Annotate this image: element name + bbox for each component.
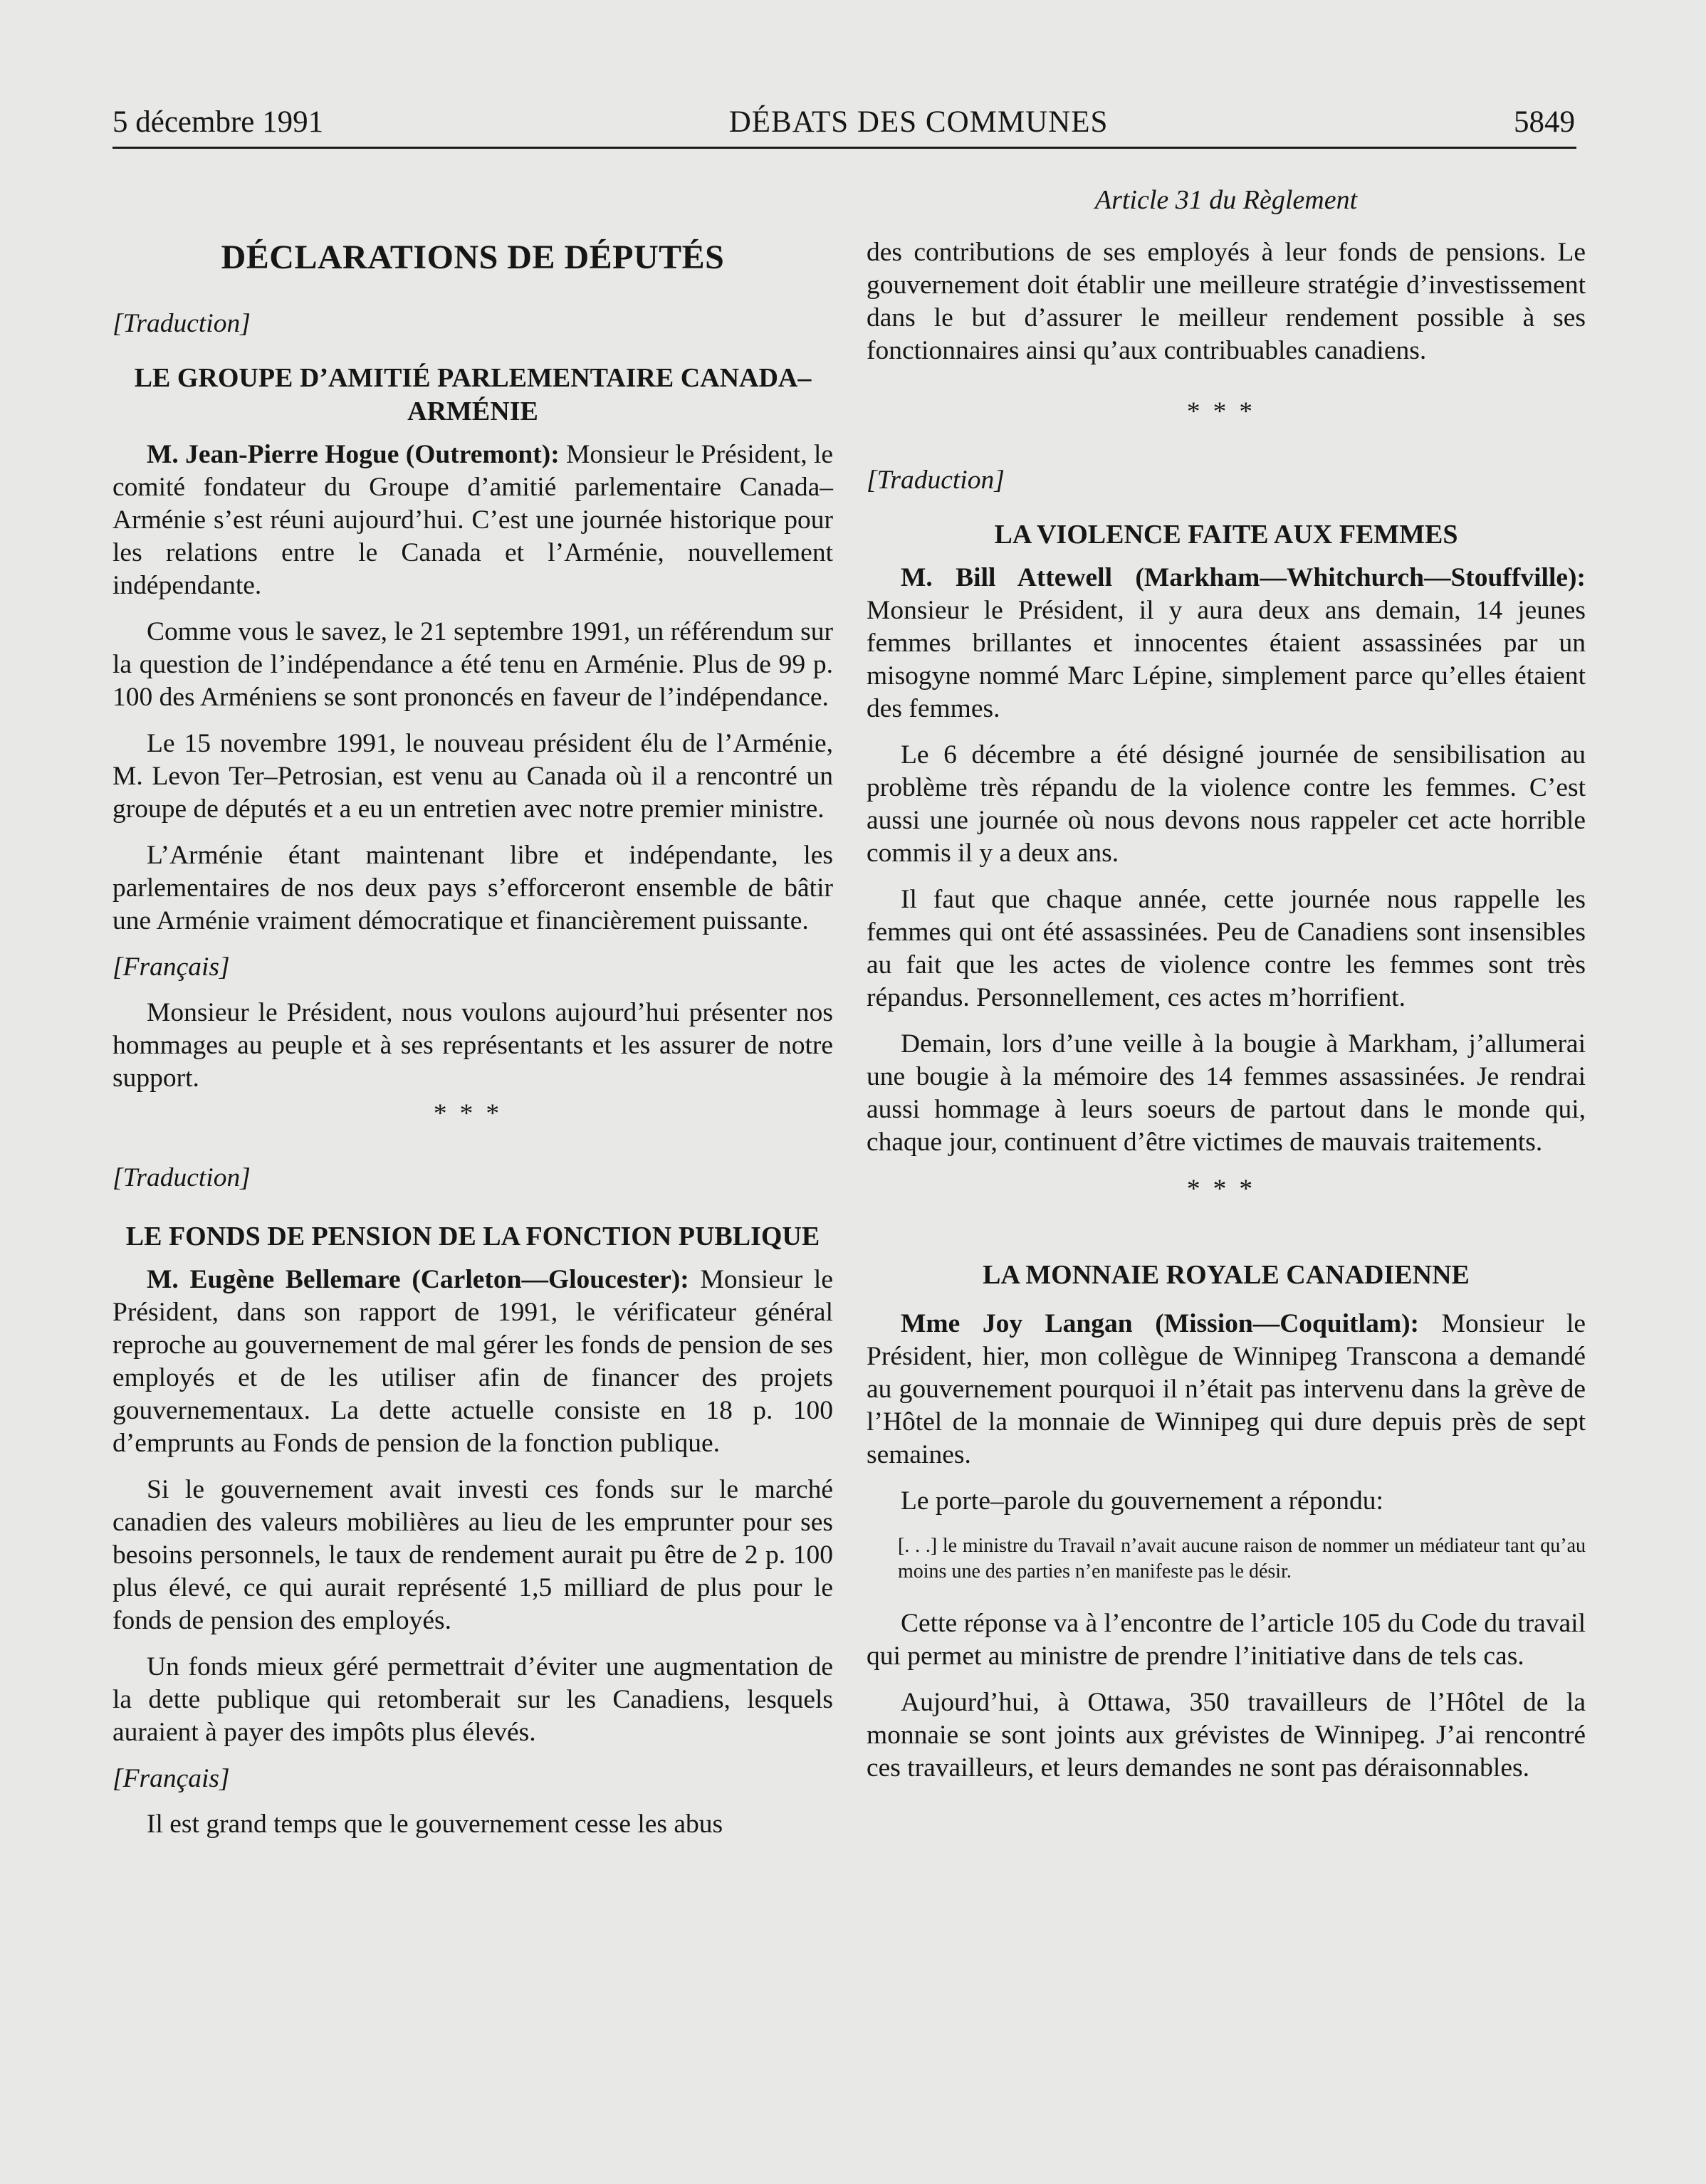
section-separator: *** (433, 1099, 513, 1128)
left-column (112, 184, 833, 1854)
statement-heading: LA MONNAIE ROYALE CANADIENNE (983, 1260, 1470, 1290)
statement-paragraph: Le 15 novembre 1991, le nouveau président élu de l’Arménie, M. Levon Ter–Petrosian, est venu au Canada où il a rencontré un groupe de députés et a eu un entretien avec notre premier ministre. (112, 729, 833, 824)
header-rule (112, 147, 1576, 149)
statement-paragraph: Le 6 décembre a été désigné journée de sensibilisation au problème très répandu de la violence contre les femmes. C’est aussi une journée où nous devons nous rappeler cet acte horrible commis il y a deux ans. (867, 740, 1586, 868)
statement-paragraph: Demain, lors d’une veille à la bougie à Markham, j’allumerai une bougie à la mémoire des 14 femmes assassinées. Je rendrai aussi hommage à leurs soeurs de partout dans le monde qui, chaque jour, continuent d’être victimes de mauvais traitements. (867, 1029, 1586, 1157)
speaker-name: Mme Joy Langan (Mission—Coquitlam): (901, 1309, 1420, 1338)
statement-heading: LE FONDS DE PENSION DE LA FONCTION PUBLIQUE (125, 1222, 820, 1251)
language-tag: [Traduction] (112, 309, 251, 338)
speaker-name: M. Jean-Pierre Hogue (Outremont): (147, 440, 560, 469)
paragraph-text: Monsieur le Président, hier, mon collègue de Winnipeg Transcona a demandé au gouvernement pourquoi il n’était pas intervenu dans la grève de l’Hôtel de la monnaie de Winnipeg qui dure depuis près de sept semaines. (867, 1309, 1586, 1469)
section-title: DÉCLARATIONS DE DÉPUTÉS (221, 238, 725, 276)
statement-paragraph: Il est grand temps que le gouvernement cesse les abus (147, 1810, 723, 1839)
statement-paragraph (112, 439, 833, 602)
paragraph-text: Monsieur le Président, dans son rapport de 1991, le vérificateur général reproche au gouvernement de mal gérer les fonds de pension de ses employés et de les utiliser afin de financer des projets gouvernementaux. La dette actuelle consiste en 18 p. 100 d’emprunts au Fonds de pension de la fonction publique. (112, 1265, 833, 1458)
paragraph-text: Monsieur le Président, il y aura deux ans demain, 14 jeunes femmes brillantes et innocentes étaient assassinées par un misogyne nommé Marc Lépine, simplement parce qu’elles étaient des femmes. (867, 596, 1586, 723)
language-tag: [Français] (112, 1764, 230, 1793)
section-separator: *** (1186, 1175, 1266, 1204)
statement-paragraph: des contributions de ses employés à leur fonds de pensions. Le gouvernement doit établir une meilleure stratégie d’investissement dans le but d’assurer le meilleur rendement possible à ses fonctionnaires ainsi qu’aux contribuables canadiens. (867, 238, 1586, 365)
statement-paragraph: Le porte–parole du gouvernement a répondu: (901, 1486, 1383, 1516)
header-date: 5 décembre 1991 (112, 105, 324, 139)
speaker-name: M. Eugène Bellemare (Carleton—Gloucester): (147, 1265, 689, 1294)
right-column (867, 184, 1586, 1798)
language-tag: [Français] (112, 952, 230, 982)
quotation: [. . .] le ministre du Travail n’avait aucune raison de nommer un médiateur tant qu’au moins une des parties n’en manifeste pas le désir. (898, 1535, 1586, 1582)
running-head: Article 31 du Règlement (1094, 185, 1358, 215)
page-header (112, 107, 1575, 137)
statement-paragraph: Aujourd’hui, à Ottawa, 350 travailleurs de l’Hôtel de la monnaie se sont joints aux grévistes de Winnipeg. J’ai rencontré ces travailleurs, et leurs demandes ne sont pas déraisonnables. (867, 1688, 1586, 1783)
statement-heading: LE GROUPE D’AMITIÉ PARLEMENTAIRE CANADA–ARMÉNIE (134, 363, 812, 426)
statement-paragraph: Monsieur le Président, nous voulons aujourd’hui présenter nos hommages au peuple et à ses représentants et les assurer de notre support. (112, 998, 833, 1093)
language-tag: [Traduction] (867, 466, 1005, 495)
statement-heading: LA VIOLENCE FAITE AUX FEMMES (994, 520, 1458, 550)
statement-paragraph (867, 562, 1586, 725)
statement-paragraph: Cette réponse va à l’encontre de l’article 105 du Code du travail qui permet au ministre de prendre l’initiative dans de tels cas. (867, 1609, 1586, 1671)
statement-paragraph: L’Arménie étant maintenant libre et indépendante, les parlementaires de nos deux pays s’efforceront ensemble de bâtir une Arménie vraiment démocratique et financièrement puissante. (112, 841, 833, 935)
statement-paragraph: Il faut que chaque année, cette journée nous rappelle les femmes qui ont été assassinées. Peu de Canadiens sont insensibles au fait que les actes de violence contre les femmes sont très répandus. Personnellement, ces actes m’horrifient. (867, 885, 1586, 1012)
header-title: DÉBATS DES COMMUNES (728, 105, 1109, 139)
statement-paragraph: Comme vous le savez, le 21 septembre 1991, un référendum sur la question de l’indépendance a été tenu en Arménie. Plus de 99 p. 100 des Arméniens se sont prononcés en faveur de l’indépendance. (112, 617, 833, 712)
section-separator: *** (1186, 397, 1266, 426)
statement-paragraph (112, 1264, 833, 1460)
page-number: 5849 (1514, 105, 1575, 139)
statement-paragraph (867, 1308, 1586, 1471)
speaker-name: M. Bill Attewell (Markham—Whitchurch—Stouffville): (901, 563, 1586, 592)
paragraph-text: Monsieur le Président, le comité fondateur du Groupe d’amitié parlementaire Canada–Arménie s’est réuni aujourd’hui. C’est une journée historique pour les relations entre le Canada et l’Arménie, nouvellement indépendante. (112, 440, 834, 600)
statement-paragraph: Si le gouvernement avait investi ces fonds sur le marché canadien des valeurs mobilières au lieu de les emprunter pour ses besoins personnels, le taux de rendement aurait pu être de 2 p. 100 plus élevé, ce qui aurait représenté 1,5 milliard de plus pour le fonds de pension des employés. (112, 1475, 833, 1635)
statement-paragraph: Un fonds mieux géré permettrait d’éviter une augmentation de la dette publique qui retomberait sur les Canadiens, lesquels auraient à payer des impôts plus élevés. (112, 1652, 833, 1747)
language-tag: [Traduction] (112, 1163, 251, 1192)
